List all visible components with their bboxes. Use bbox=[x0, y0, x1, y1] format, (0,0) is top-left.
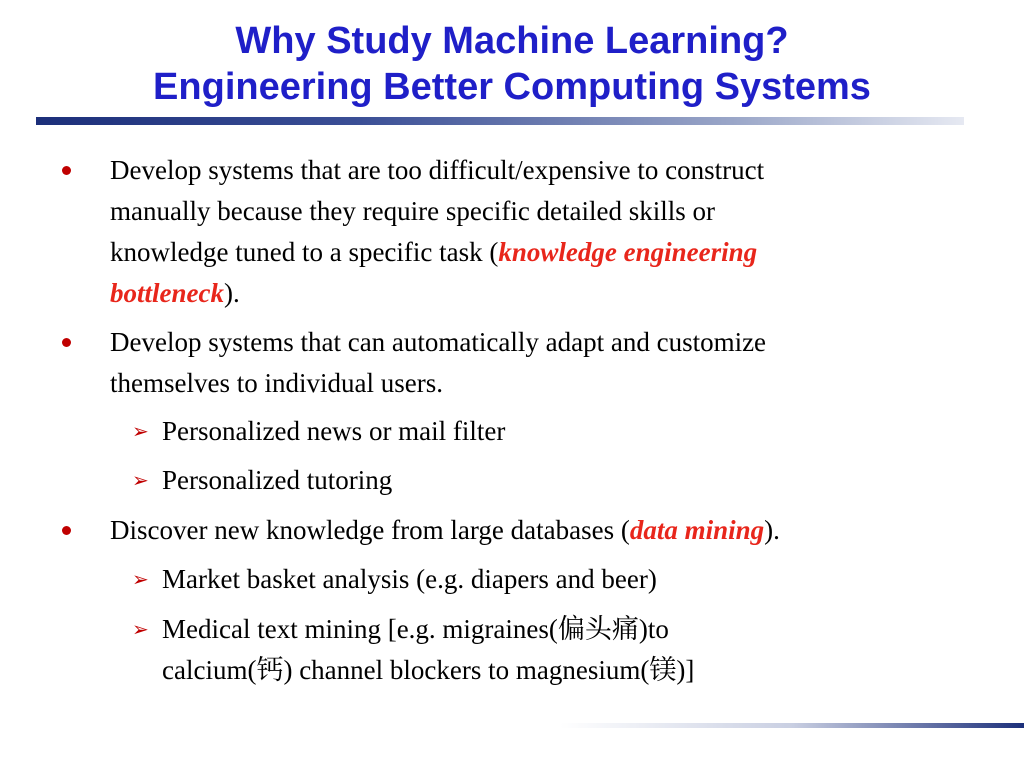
footer-divider bbox=[560, 723, 1024, 728]
bullet-3-text: ). bbox=[764, 515, 780, 545]
bullet-1-text: ). bbox=[223, 278, 240, 308]
sub-bullet-line-1: Medical text mining [e.g. migraines(偏头痛)to bbox=[162, 614, 669, 644]
bullet-1-line-4 bbox=[110, 273, 950, 314]
sub-bullet-market-basket: Market basket analysis (e.g. diapers and beer) bbox=[162, 564, 657, 594]
title-divider bbox=[36, 117, 964, 125]
bullet-1 bbox=[110, 150, 950, 314]
slide-title bbox=[0, 18, 1024, 110]
sub-bullet-personalized-tutoring: Personalized tutoring bbox=[162, 465, 393, 495]
emphasis-text: knowledge engineering bbox=[498, 237, 758, 267]
bullet-2 bbox=[110, 322, 950, 404]
bullet-1-line-1: Develop systems that are too difficult/expensive to construct bbox=[110, 155, 765, 185]
sub-bullet-medical-text-mining bbox=[162, 609, 942, 691]
bullet-2-line-1: Develop systems that can automatically adapt and customize bbox=[110, 327, 767, 357]
bullet-dot-icon bbox=[62, 338, 71, 347]
arrow-bullet-icon: ➢ bbox=[132, 419, 149, 443]
emphasis-text: data mining bbox=[629, 515, 765, 545]
bullet-dot-icon bbox=[62, 166, 71, 175]
title-line-1: Why Study Machine Learning? bbox=[235, 20, 789, 62]
bullet-1-line-2: manually because they require specific detailed skills or bbox=[110, 196, 716, 226]
bullet-dot-icon bbox=[62, 526, 71, 535]
arrow-bullet-icon: ➢ bbox=[132, 567, 149, 591]
bullet-2-line-2: themselves to individual users. bbox=[110, 368, 443, 398]
bullet-3 bbox=[110, 510, 950, 551]
title-line-2: Engineering Better Computing Systems bbox=[153, 66, 871, 108]
arrow-bullet-icon: ➢ bbox=[132, 468, 149, 492]
bullet-1-text: knowledge tuned to a specific task ( bbox=[110, 237, 499, 267]
bullet-3-text: Discover new knowledge from large databases ( bbox=[110, 515, 630, 545]
sub-bullet-personalized-news: Personalized news or mail filter bbox=[162, 416, 506, 446]
emphasis-text: bottleneck bbox=[110, 278, 224, 308]
sub-bullet-line-2: calcium(钙) channel blockers to magnesium(镁)] bbox=[162, 655, 695, 685]
arrow-bullet-icon: ➢ bbox=[132, 617, 149, 641]
bullet-1-line-3 bbox=[110, 232, 950, 273]
bullet-3-line-1 bbox=[110, 510, 950, 551]
